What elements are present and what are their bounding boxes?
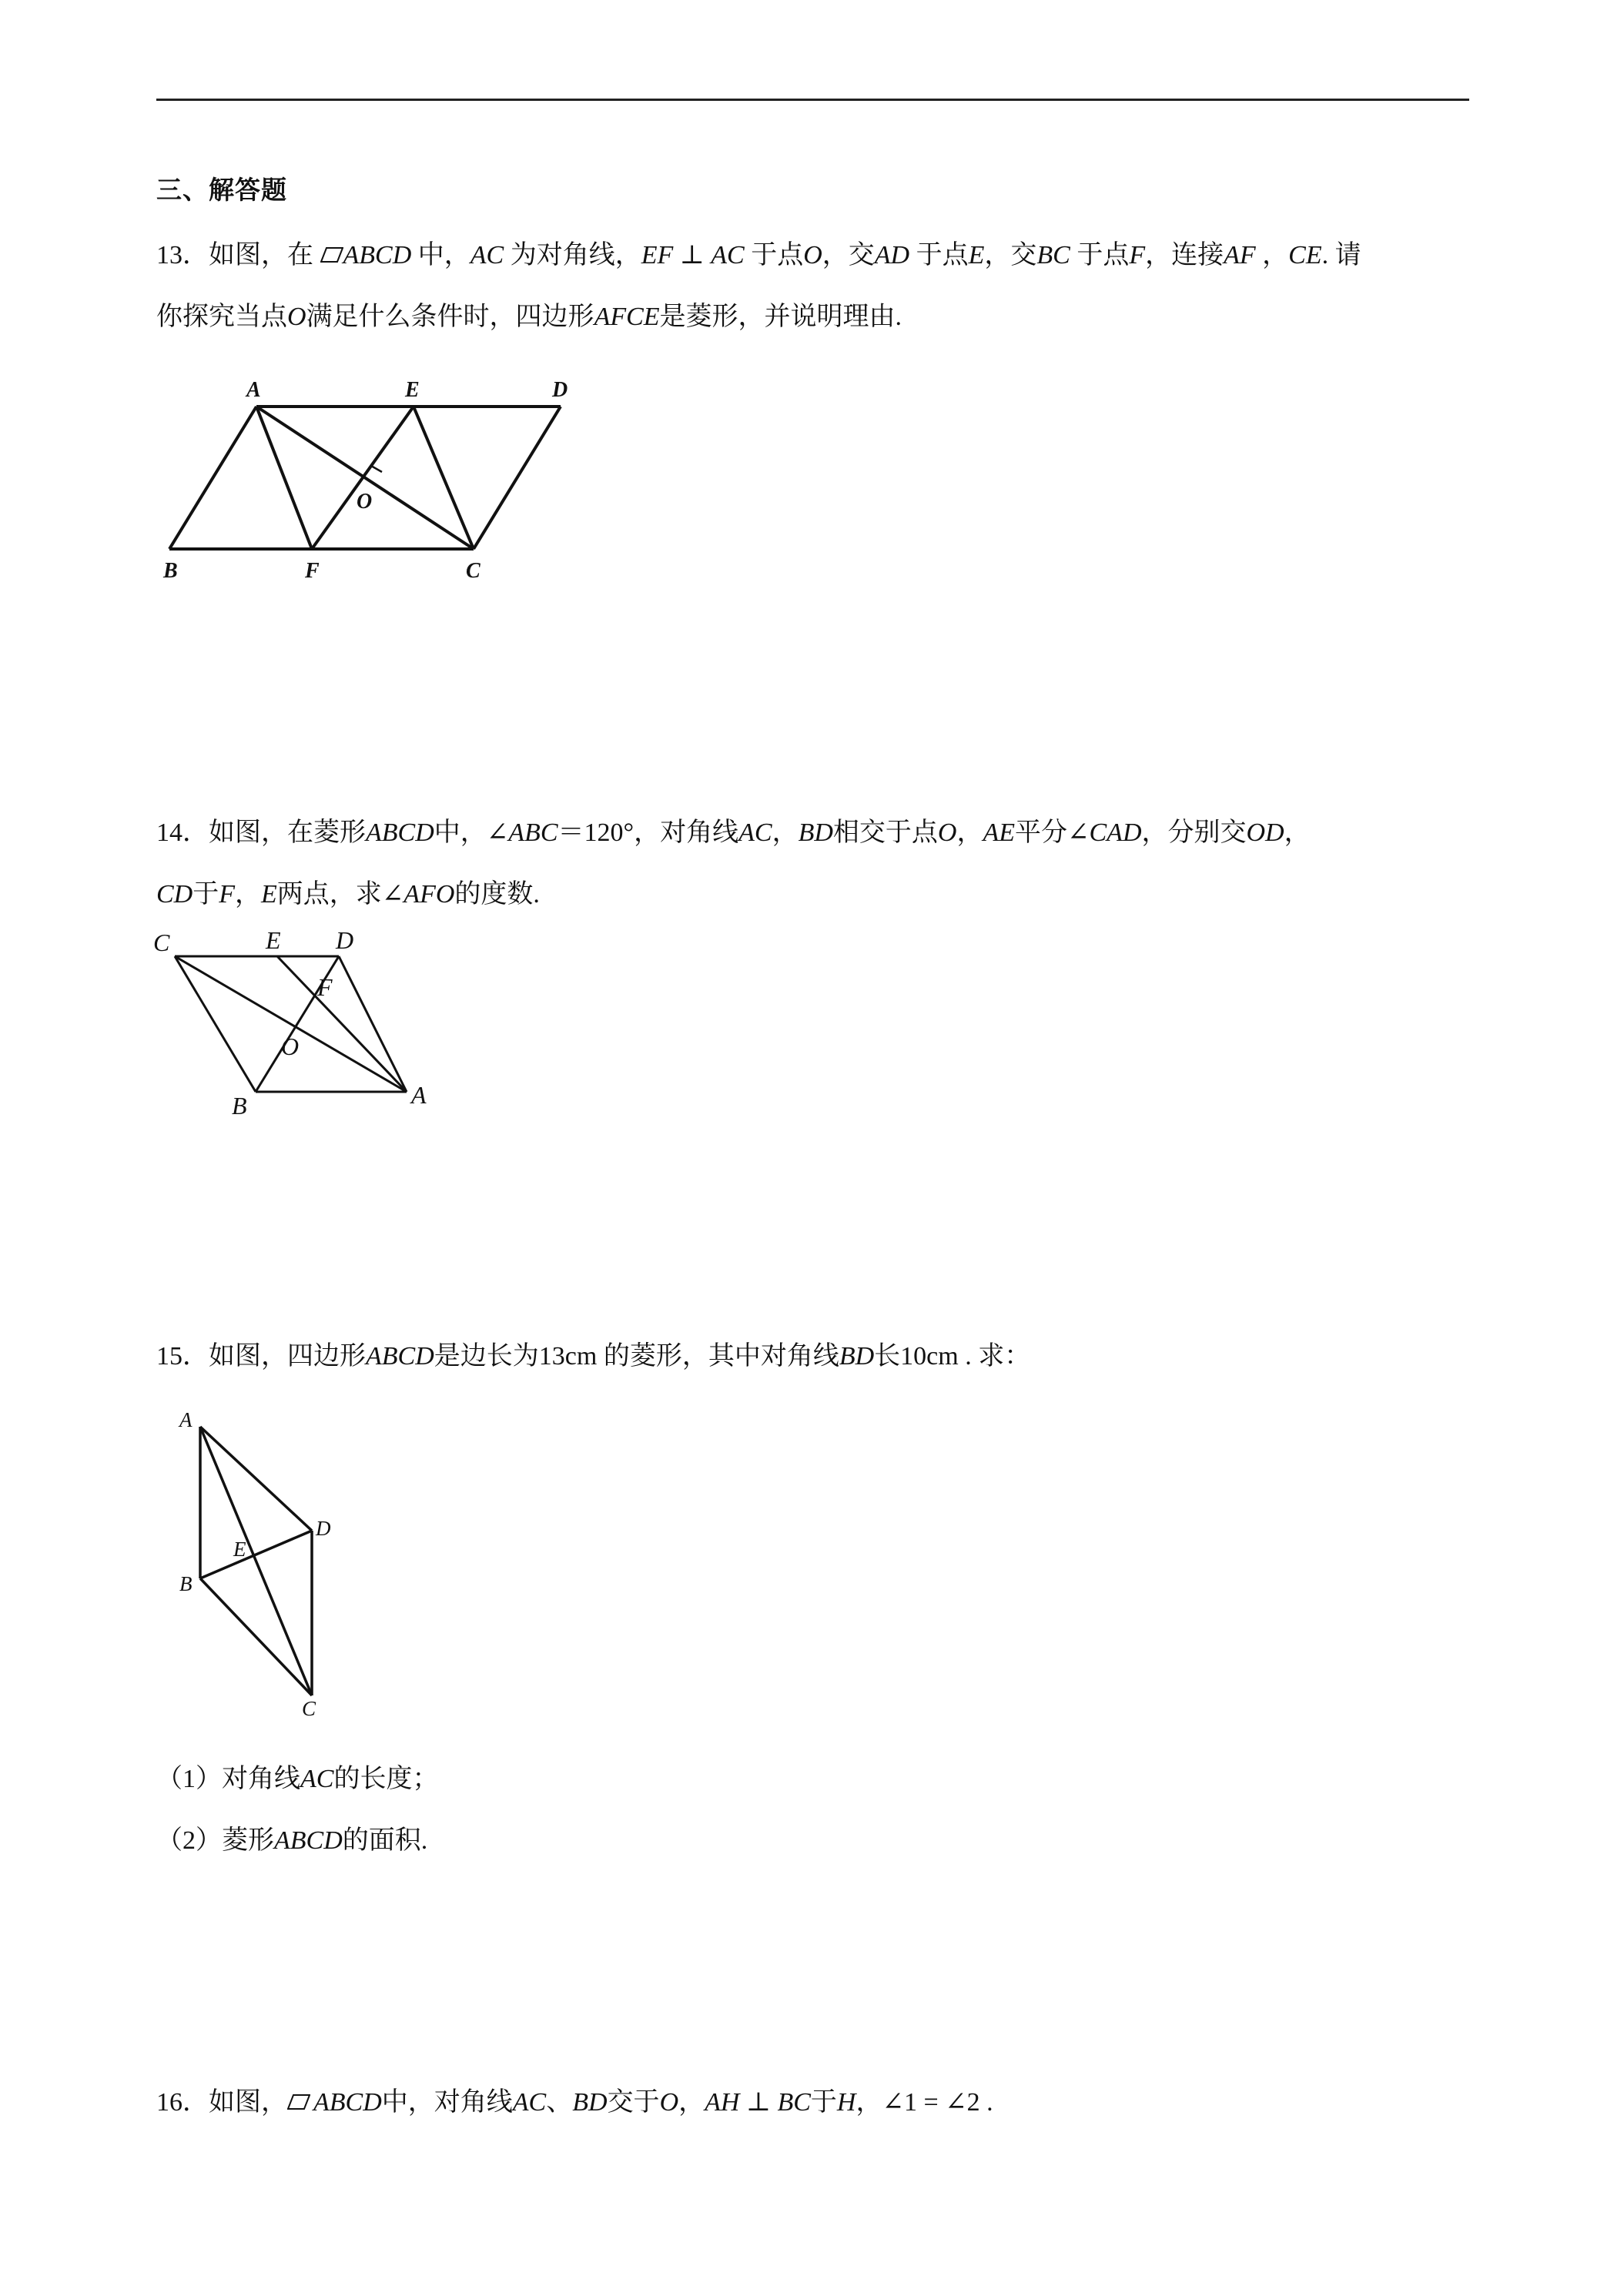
- q13-line2: 你探究当点O满足什么条件时，四边形AFCE是菱形，并说明理由.: [156, 303, 902, 331]
- label-A: A: [411, 1081, 427, 1109]
- q15-figure: [173, 1401, 350, 1729]
- q13-figure: [154, 370, 585, 589]
- q15-line1: 15．如图，四边形ABCD是边长为13cm 的菱形，其中对角线BD长10cm . 求：: [156, 1342, 1031, 1371]
- parallelogram-icon: [320, 246, 343, 263]
- label-D: D: [552, 378, 568, 402]
- label-A: A: [179, 1408, 193, 1431]
- label-E: E: [266, 926, 281, 954]
- label-E: E: [405, 378, 420, 402]
- label-A: A: [246, 378, 261, 402]
- q14-line1: 14．如图，在菱形ABCD中，∠ABC＝120°，对角线AC，BD相交于点O，AE平分∠CAD，分别交OD，: [156, 818, 1311, 847]
- label-F: F: [317, 973, 333, 1001]
- q14-figure: [150, 928, 458, 1132]
- q15-sub2: （2）菱形ABCD的面积.: [156, 1826, 428, 1855]
- label-C: C: [302, 1697, 316, 1720]
- label-C: C: [466, 559, 481, 583]
- q13-line1: 13．如图，在 ABCD 中，AC 为对角线，EF ⊥ AC 于点O，交AD 于点E，交BC 于点F，连接AF ，CE. 请: [156, 241, 1361, 269]
- parallelogram-icon: [287, 2094, 310, 2110]
- label-B: B: [163, 559, 178, 583]
- label-F: F: [305, 559, 320, 583]
- label-D: D: [316, 1517, 331, 1540]
- header-rule: [156, 99, 1469, 101]
- parallelogram-symbol: [287, 2088, 313, 2105]
- q16-line1: 16．如图， ABCD中，对角线AC、BD交于O，AH ⊥ BC于H，∠1 = ∠2 .: [156, 2088, 993, 2117]
- label-B: B: [232, 1092, 247, 1120]
- q15-sub1: （1）对角线AC的长度；: [156, 1765, 439, 1793]
- parallelogram-symbol: [320, 241, 343, 258]
- section-title: 三、解答题: [156, 177, 287, 205]
- label-E: E: [233, 1538, 246, 1561]
- label-O: O: [281, 1033, 300, 1060]
- q14-line2: CD于F，E两点，求∠AFO的度数.: [156, 880, 540, 909]
- label-O: O: [357, 490, 373, 514]
- label-D: D: [336, 926, 354, 954]
- label-C: C: [153, 929, 170, 956]
- label-B: B: [179, 1572, 193, 1595]
